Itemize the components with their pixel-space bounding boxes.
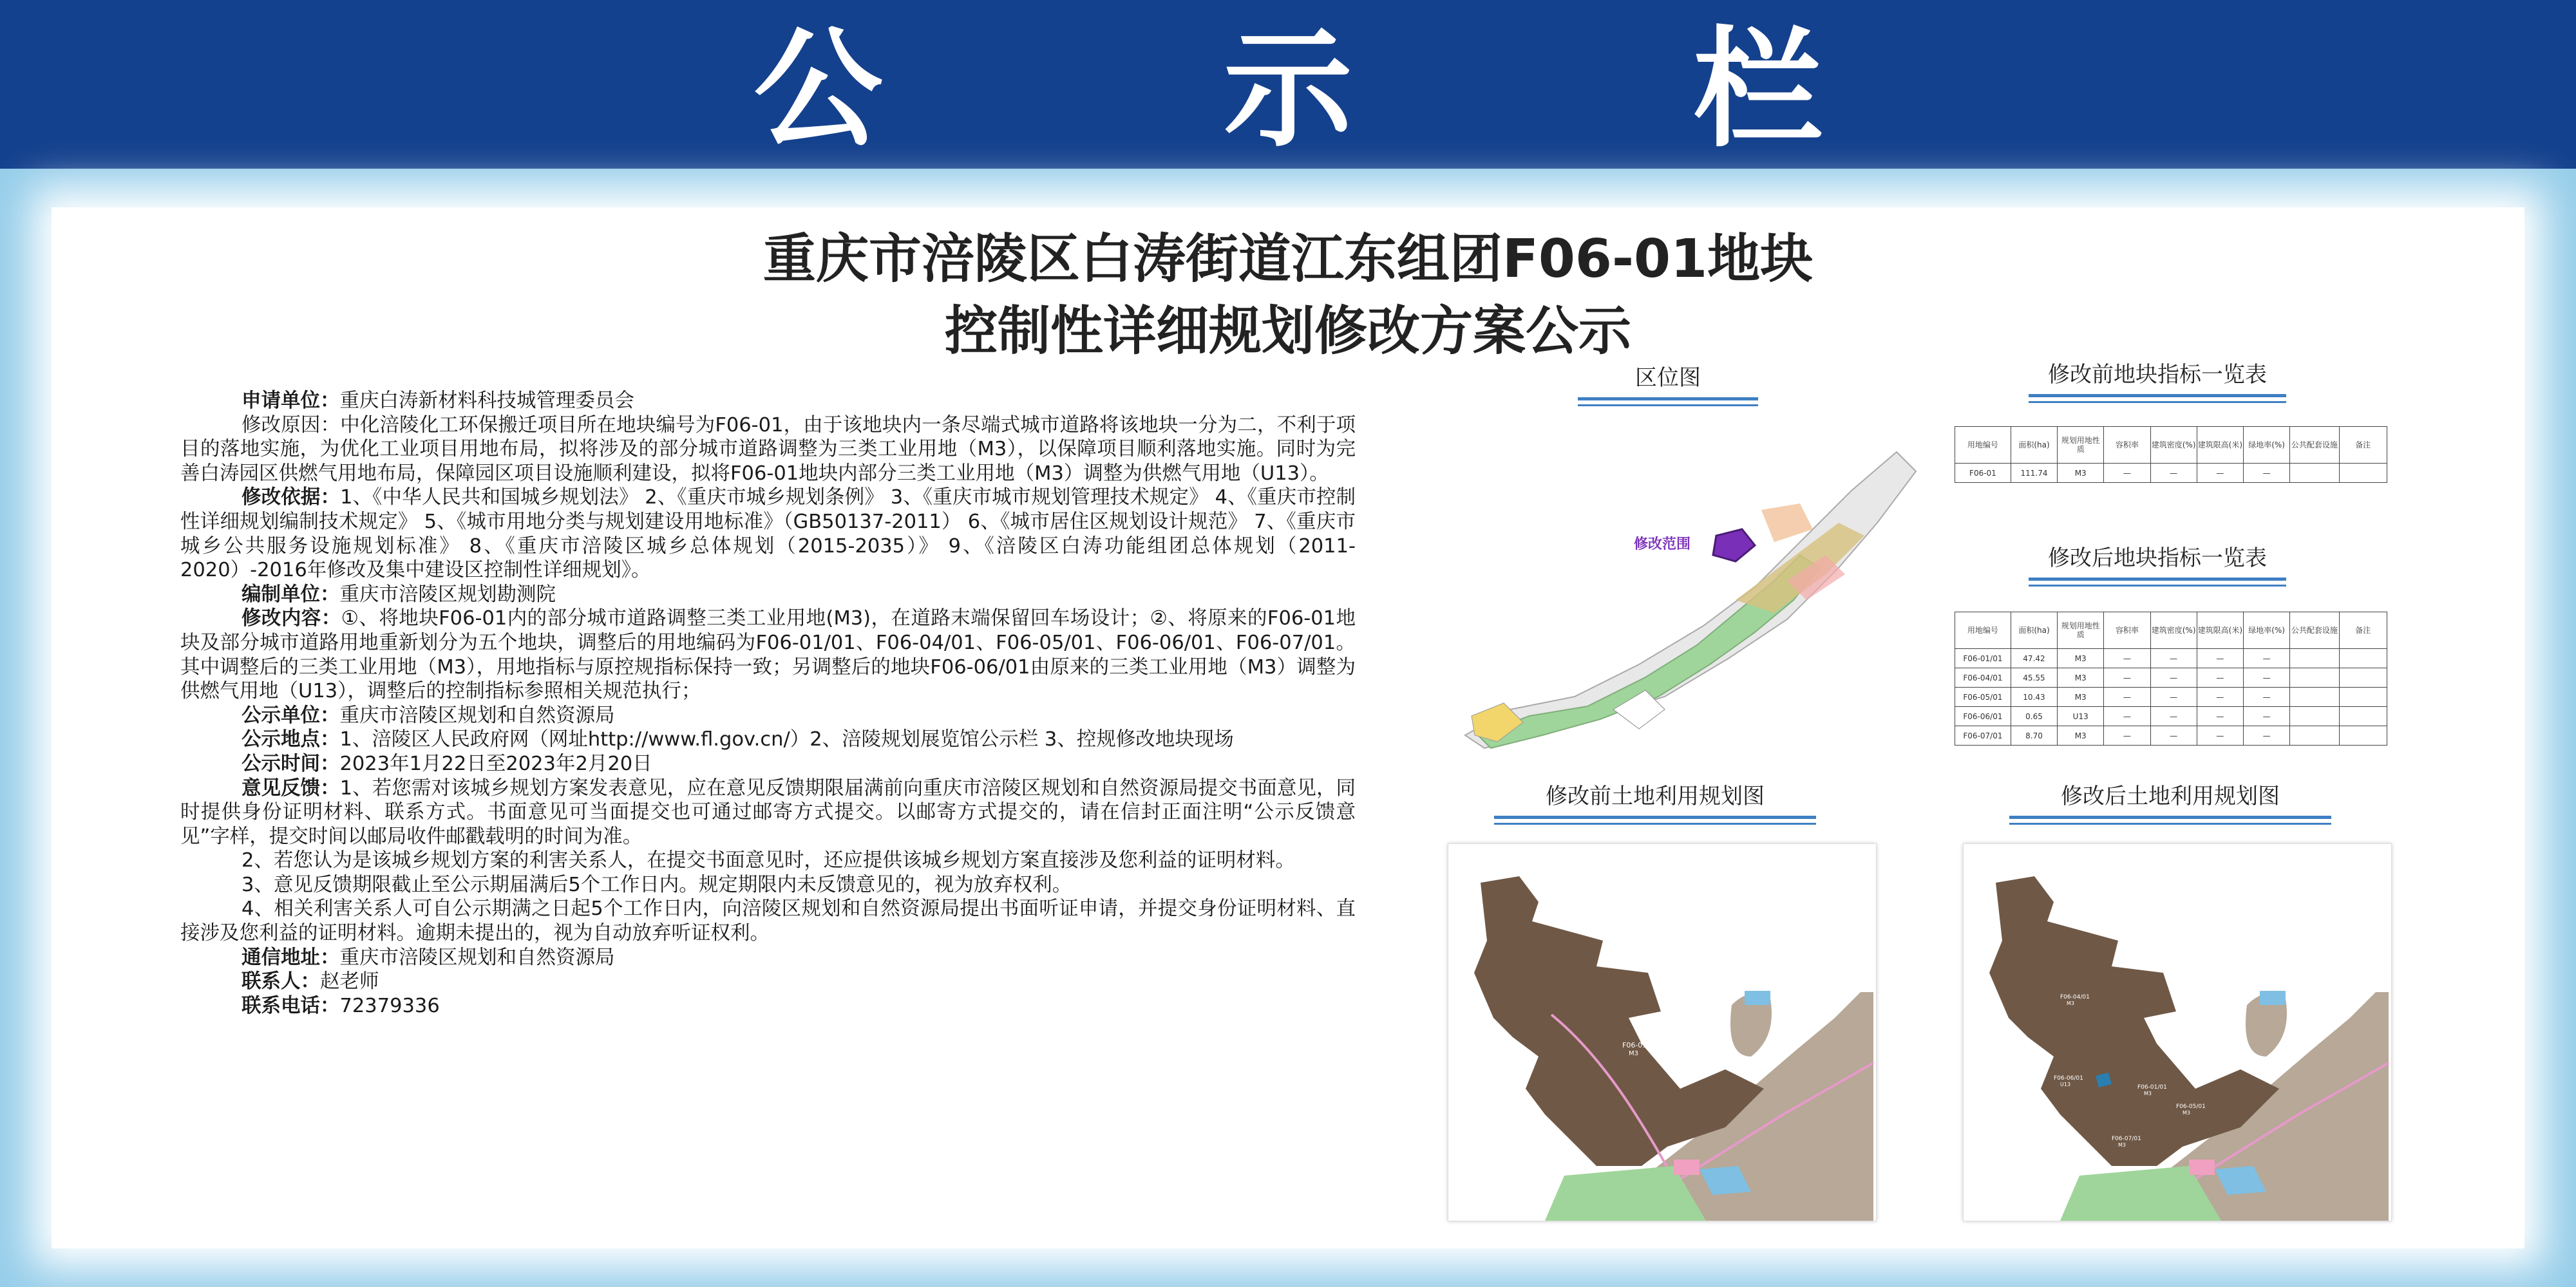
- content-panel: [52, 207, 2524, 1248]
- pub-time-label: 公示时间：: [242, 752, 340, 775]
- table-cell: 10.43: [2011, 688, 2057, 707]
- phone-value: 72379336: [339, 994, 440, 1017]
- compiler-line: [180, 583, 1356, 607]
- column-header: 面积(ha): [2011, 427, 2057, 464]
- table-cell: [2339, 649, 2387, 668]
- heading-underline: [2029, 394, 2286, 403]
- heading-underline: [2009, 816, 2331, 825]
- heading-underline: [2029, 578, 2286, 587]
- table-cell: [2290, 707, 2339, 726]
- table-cell: —: [2243, 707, 2289, 726]
- after-map-graphic: [1964, 844, 2391, 1221]
- location-map: [1452, 433, 1922, 767]
- table-cell: M3: [2058, 649, 2104, 668]
- phone-label: 联系电话：: [242, 994, 340, 1017]
- table-cell: F06-05/01: [1955, 688, 2011, 707]
- column-header: 规划用地性质: [2058, 612, 2104, 649]
- column-header: 规划用地性质: [2058, 427, 2104, 464]
- address-line: [180, 946, 1356, 970]
- after-map-title: 修改后土地利用规划图: [2061, 784, 2280, 809]
- pub-place-label: 公示地点：: [242, 728, 340, 751]
- feedback-label: 意见反馈：: [242, 776, 340, 800]
- before-index-table: [1955, 426, 2387, 483]
- table-cell: —: [2197, 649, 2243, 668]
- table-cell: M3: [2058, 464, 2104, 483]
- table-cell: M3: [2058, 668, 2104, 688]
- table-cell: —: [2150, 707, 2197, 726]
- feedback-item-3: 3、意见反馈期限截止至公示期届满后5个工作日内。规定期限内未反馈意见的，视为放弃权利。: [242, 873, 1072, 896]
- after-land-use-map: [1963, 843, 2392, 1221]
- heading-underline: [1578, 397, 1758, 406]
- column-header: 面积(ha): [2011, 612, 2057, 649]
- after-parcel-label: F06-07/01: [2112, 1136, 2141, 1142]
- after-index-table: [1955, 612, 2387, 746]
- after-parcel-label: F06-01/01: [2137, 1084, 2167, 1091]
- table-cell: F06-01: [1955, 464, 2011, 483]
- before-map-graphic: [1448, 844, 1876, 1221]
- table-cell: —: [2197, 668, 2243, 688]
- document-title-line1: 重庆市涪陵区白涛街道江东组团F06-01地块: [762, 229, 1814, 290]
- basis-line: [180, 485, 1356, 582]
- column-header: 容积率: [2104, 427, 2150, 464]
- table-cell: M3: [2058, 688, 2104, 707]
- table-cell: —: [2150, 726, 2197, 746]
- compiler-value: 重庆市涪陵区规划勘测院: [339, 583, 556, 606]
- table-cell: [2290, 688, 2339, 707]
- table-cell: [2339, 464, 2387, 483]
- after-parcel-use: M3: [2183, 1110, 2190, 1116]
- table-cell: —: [2104, 707, 2150, 726]
- table-cell: 45.55: [2011, 668, 2057, 688]
- table-cell: —: [2243, 688, 2289, 707]
- table-cell: —: [2104, 688, 2150, 707]
- table-cell: U13: [2058, 707, 2104, 726]
- header-title: 公 示 栏: [753, 15, 1971, 165]
- after-parcel-use: M3: [2067, 1000, 2074, 1006]
- applicant-value: 重庆白涛新材料科技城管理委员会: [339, 390, 634, 412]
- after-parcel-use: M3: [2144, 1091, 2152, 1096]
- notice-body: [180, 389, 1356, 1018]
- table-cell: —: [2104, 649, 2150, 668]
- table-cell: [2290, 726, 2339, 746]
- location-map-graphic: [1452, 433, 1922, 767]
- contact-value: 赵老师: [320, 970, 379, 993]
- table-cell: —: [2150, 668, 2197, 688]
- column-header: 建筑密度(%): [2150, 427, 2197, 464]
- table-cell: —: [2104, 464, 2150, 483]
- table-cell: M3: [2058, 726, 2104, 746]
- table-cell: 111.74: [2011, 464, 2057, 483]
- table-row: [1955, 707, 2387, 726]
- phone-line: [180, 994, 1356, 1019]
- pub-unit-value: 重庆市涪陵区规划和自然资源局: [339, 704, 615, 727]
- before-map-title: 修改前土地利用规划图: [1546, 784, 1765, 809]
- column-header: 公共配套设施: [2290, 612, 2339, 649]
- document-title-line2: 控制性详细规划修改方案公示: [944, 301, 1631, 362]
- table-cell: —: [2197, 688, 2243, 707]
- pub-place-line: [180, 728, 1356, 752]
- table-cell: [2339, 707, 2387, 726]
- pub-place-value: 1、涪陵区人民政府网（网址http://www.fl.gov.cn/）2、涪陵规划展览馆公示栏 3、控规修改地块现场: [339, 728, 1234, 751]
- location-map-heading: [1578, 365, 1758, 406]
- table-cell: 8.70: [2011, 726, 2057, 746]
- feedback-item-2: 2、若您认为是该城乡规划方案的利害关系人，在提交书面意见时，还应提供该城乡规划方案直接涉及您利益的证明材料。: [242, 849, 1295, 872]
- before-table-heading: [2029, 362, 2286, 403]
- after-table-title: 修改后地块指标一览表: [2048, 545, 2267, 571]
- basis-value: 1、《中华人民共和国城乡规划法》 2、《重庆市城乡规划条例》 3、《重庆市城市规划管理技术规定》 4、《重庆市控制性详细规划编制技术规定》 5、《城市用地分类与规划建设用地标准》（GB50137-2011） 6、《城市居住区规划设计规范》 7、《重庆市城乡公共服务设施规划标准》 8、《重庆市涪陵区城乡总体规划（2015-2035）》 9、《涪陵区白涛功能组团总体规划（2011-2020）-2016年修改及集中建设区控制性详细规划》。: [180, 486, 1356, 582]
- before-land-use-map: [1448, 843, 1877, 1221]
- table-cell: F06-04/01: [1955, 668, 2011, 688]
- table-header-row: [1955, 612, 2387, 649]
- column-header: 公共配套设施: [2290, 427, 2339, 464]
- table-cell: —: [2150, 464, 2197, 483]
- after-parcel-label: F06-04/01: [2060, 994, 2090, 1000]
- document-title: [52, 223, 2524, 368]
- column-header: 用地编号: [1955, 612, 2011, 649]
- feedback-item-1: 1、若您需对该城乡规划方案发表意见，应在意见反馈期限届满前向重庆市涪陵区规划和自然资源局提交书面意见，同时提供身份证明材料、联系方式。书面意见可当面提交也可通过邮寄方式提交。以邮寄方式提交的，请在信封正面注明“公示反馈意见”字样，提交时间以邮局收件邮戳载明的时间为准。: [180, 776, 1356, 848]
- pub-time-line: [180, 752, 1356, 776]
- table-cell: —: [2197, 464, 2243, 483]
- table-cell: [2290, 464, 2339, 483]
- contact-line: [180, 970, 1356, 994]
- table-cell: —: [2243, 649, 2289, 668]
- table-cell: —: [2104, 726, 2150, 746]
- table-cell: —: [2197, 707, 2243, 726]
- column-header: 备注: [2339, 427, 2387, 464]
- table-cell: —: [2243, 668, 2289, 688]
- table-cell: —: [2104, 668, 2150, 688]
- pub-time-value: 2023年1月22日至2023年2月20日: [339, 752, 652, 775]
- before-table-title: 修改前地块指标一览表: [2048, 362, 2267, 388]
- column-header: 绿地率(%): [2243, 427, 2289, 464]
- column-header: 建筑限高(米): [2197, 612, 2243, 649]
- table-cell: F06-01/01: [1955, 649, 2011, 668]
- table-cell: [2290, 668, 2339, 688]
- pub-unit-label: 公示单位：: [242, 704, 340, 727]
- table-cell: 0.65: [2011, 707, 2057, 726]
- modification-reason: 修改原因：中化涪陵化工环保搬迁项目所在地块编号为F06-01，由于该地块内一条尽端式城市道路将该地块一分为二，不利于项目的落地实施，为优化工业项目用地布局，拟将涉及的部分城市道路调整为三类工业用地（M3），以保障项目顺利落地实施。同时为完善白涛园区供燃气用地布局，保障园区项目设施顺利建设，拟将F06-01地块内部分三类工业用地（M3）调整为供燃气用地（U13）。: [180, 413, 1356, 485]
- table-cell: [2339, 688, 2387, 707]
- content-line: [180, 606, 1356, 703]
- contact-label: 联系人：: [242, 970, 320, 993]
- after-parcel-use: M3: [2118, 1142, 2126, 1148]
- table-cell: F06-07/01: [1955, 726, 2011, 746]
- table-row: [1955, 726, 2387, 746]
- after-parcel-use: U13: [2060, 1082, 2071, 1087]
- table-row: [1955, 464, 2387, 483]
- header-banner: [0, 0, 2576, 169]
- table-cell: —: [2150, 688, 2197, 707]
- table-header-row: [1955, 427, 2387, 464]
- before-parcel-label: F06-01: [1622, 1041, 1647, 1049]
- table-cell: [2339, 668, 2387, 688]
- feedback-item-4: 4、相关利害关系人可自公示期满之日起5个工作日内，向涪陵区规划和自然资源局提出书面听证申请，并提交身份证明材料、直接涉及您利益的证明材料。逾期未提出的，视为自动放弃听证权利。: [180, 897, 1356, 945]
- column-header: 用地编号: [1955, 427, 2011, 464]
- address-value: 重庆市涪陵区规划和自然资源局: [339, 946, 615, 969]
- applicant-line: [180, 389, 1356, 413]
- after-table-heading: [2029, 545, 2286, 587]
- basis-label: 修改依据：: [242, 486, 341, 509]
- table-row: [1955, 688, 2387, 707]
- after-parcel-label: F06-05/01: [2176, 1104, 2206, 1110]
- feedback-line: [180, 776, 1356, 849]
- table-cell: [2339, 726, 2387, 746]
- after-map-heading: [2009, 784, 2331, 825]
- table-cell: [2290, 649, 2339, 668]
- column-header: 建筑限高(米): [2197, 427, 2243, 464]
- compiler-label: 编制单位：: [242, 583, 340, 606]
- before-parcel-use: M3: [1629, 1050, 1638, 1057]
- table-row: [1955, 649, 2387, 668]
- pub-unit-line: [180, 704, 1356, 728]
- table-cell: 47.42: [2011, 649, 2057, 668]
- column-header: 绿地率(%): [2243, 612, 2289, 649]
- content-value: ①、将地块F06-01内的部分城市道路调整三类工业用地(M3)，在道路末端保留回车场设计；②、将原来的F06-01地块及部分城市道路用地重新划分为五个地块，调整后的用地编码为F06-01/01、F06-04/01、F06-05/01、F06-06/01、F06-07/01。其中调整后的三类工业用地（M3），用地指标与原控规指标保持一致；另调整后的地块F06-06/01由原来的三类工业用地（M3）调整为供燃气用地（U13），调整后的控制指标参照相关规范执行；: [180, 607, 1356, 703]
- address-label: 通信地址：: [242, 946, 340, 969]
- column-header: 容积率: [2104, 612, 2150, 649]
- after-parcel-label: F06-06/01: [2054, 1075, 2083, 1082]
- column-header: 建筑密度(%): [2150, 612, 2197, 649]
- table-cell: —: [2243, 726, 2289, 746]
- before-map-heading: [1494, 784, 1816, 825]
- table-cell: —: [2150, 649, 2197, 668]
- applicant-label: 申请单位：: [242, 390, 340, 412]
- table-row: [1955, 668, 2387, 688]
- location-marker-label: 修改范围: [1634, 536, 1691, 552]
- content-label: 修改内容：: [242, 607, 341, 630]
- table-cell: —: [2243, 464, 2289, 483]
- table-cell: —: [2197, 726, 2243, 746]
- table-cell: F06-06/01: [1955, 707, 2011, 726]
- location-map-title: 区位图: [1635, 365, 1701, 391]
- heading-underline: [1494, 816, 1816, 825]
- column-header: 备注: [2339, 612, 2387, 649]
